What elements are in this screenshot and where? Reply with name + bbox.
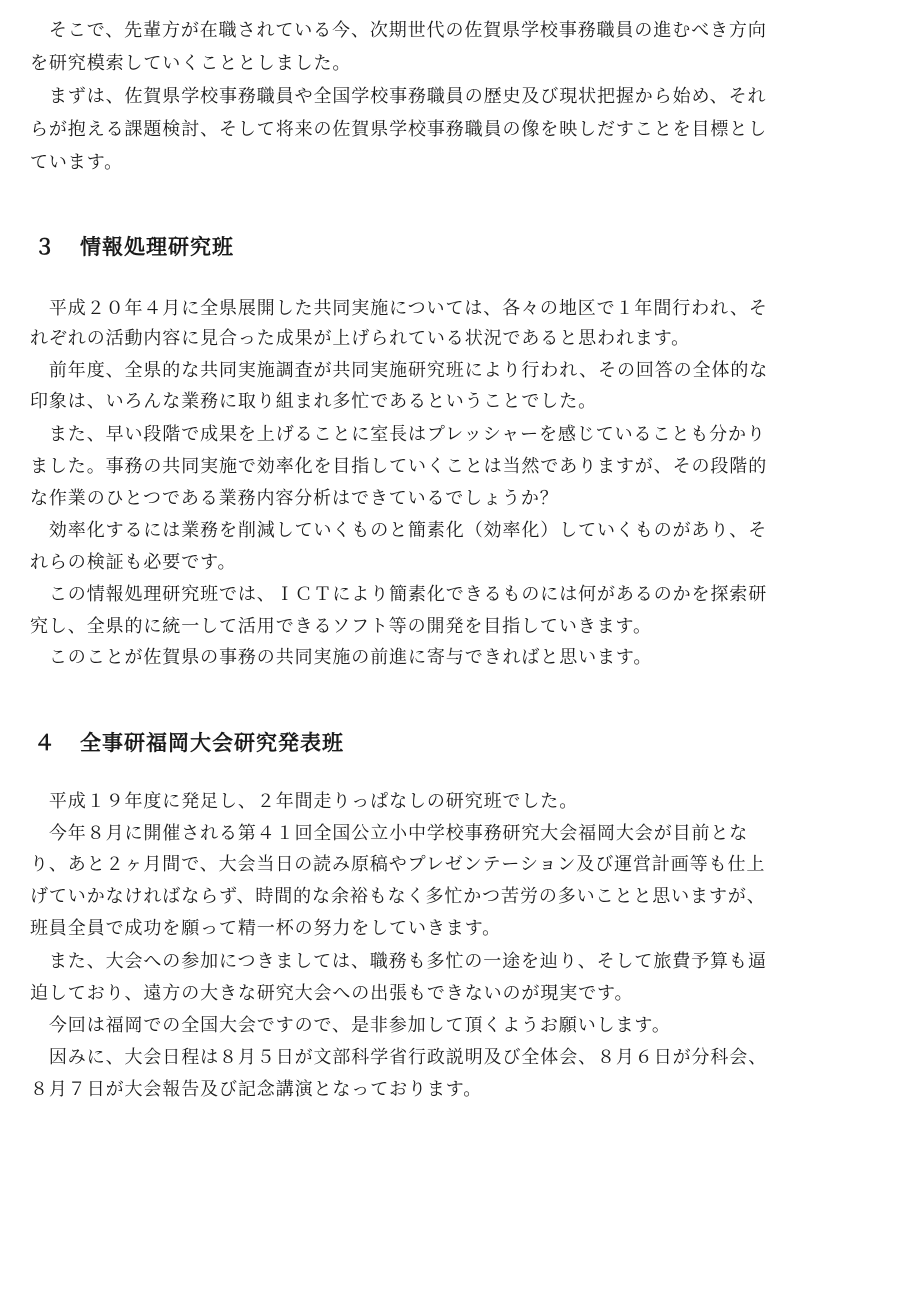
body-line: れぞれの活動内容に見合った成果が上げられている状況であると思われます。 — [30, 328, 691, 349]
body-line: を研究模索していくこととしました。 — [30, 53, 352, 74]
section-number: ４ — [34, 731, 56, 755]
body-line: このことが佐賀県の事務の共同実施の前進に寄与できればと思います。 — [30, 647, 653, 668]
body-line: ました。事務の共同実施で効率化を目指していくことは当然でありますが、その段階的 — [30, 456, 768, 477]
body-line: そこで、先輩方が在職されている今、次期世代の佐賀県学校事務職員の進むべき方向 — [30, 20, 767, 41]
body-line: また、早い段階で成果を上げることに室長はプレッシャーを感じていることも分かり — [30, 424, 766, 445]
body-line: な作業のひとつである業務内容分析はできているでしょうか？ — [30, 488, 559, 509]
body-line: らが抱える課題検討、そして将来の佐賀県学校事務職員の像を映しだすことを目標とし — [30, 119, 768, 140]
body-line: 因みに、大会日程は８月５日が文部科学省行政説明及び全体会、８月６日が分科会、 — [30, 1047, 768, 1068]
section-title: 情報処理研究班 — [80, 235, 234, 259]
body-line: また、大会への参加につきましては、職務も多忙の一途を辿り、そして旅費予算も逼 — [30, 951, 767, 972]
body-line: 迫しており、遠方の大きな研究大会への出張もできないのが現実です。 — [30, 983, 634, 1004]
body-line: ８月７日が大会報告及び記念講演となっております。 — [30, 1079, 483, 1100]
body-line: 印象は、いろんな業務に取り組まれ多忙であるということでした。 — [30, 391, 597, 412]
body-line: 効率化するには業務を削減していくものと簡素化（効率化）していくものがあり、そ — [30, 520, 768, 541]
body-line: 前年度、全県的な共同実施調査が共同実施研究班により行われ、その回答の全体的な — [30, 360, 769, 381]
body-line: この情報処理研究班では、ＩＣＴにより簡素化できるものには何があるのかを探索研 — [30, 584, 768, 605]
body-line: 今年８月に開催される第４１回全国公立小中学校事務研究大会福岡大会が目前とな — [30, 823, 749, 844]
body-line: れらの検証も必要です。 — [30, 552, 237, 573]
body-line: 班員全員で成功を願って精一杯の努力をしていきます。 — [30, 918, 502, 939]
section-4-heading — [34, 729, 344, 757]
body-line: 平成１９年度に発足し、２年間走りっぱなしの研究班でした。 — [30, 791, 579, 812]
body-line: 究し、全県的に統一して活用できるソフト等の開発を目指していきます。 — [30, 616, 652, 637]
body-line: げていかなければならず、時間的な余裕もなく多忙かつ苦労の多いことと思いますが、 — [30, 886, 766, 907]
body-line: 今回は福岡での全国大会ですので、是非参加して頂くようお願いします。 — [30, 1015, 671, 1036]
section-3-heading — [34, 233, 234, 261]
section-number: ３ — [34, 235, 56, 259]
body-line: ています。 — [30, 152, 124, 173]
body-line: まずは、佐賀県学校事務職員や全国学校事務職員の歴史及び現状把握から始め、それ — [30, 86, 767, 107]
body-line: 平成２０年４月に全県展開した共同実施については、各々の地区で１年間行われ、そ — [30, 298, 768, 319]
section-title: 全事研福岡大会研究発表班 — [80, 731, 344, 755]
body-line: り、あと２ヶ月間で、大会当日の読み原稿やプレゼンテーション及び運営計画等も仕上 — [30, 854, 766, 875]
